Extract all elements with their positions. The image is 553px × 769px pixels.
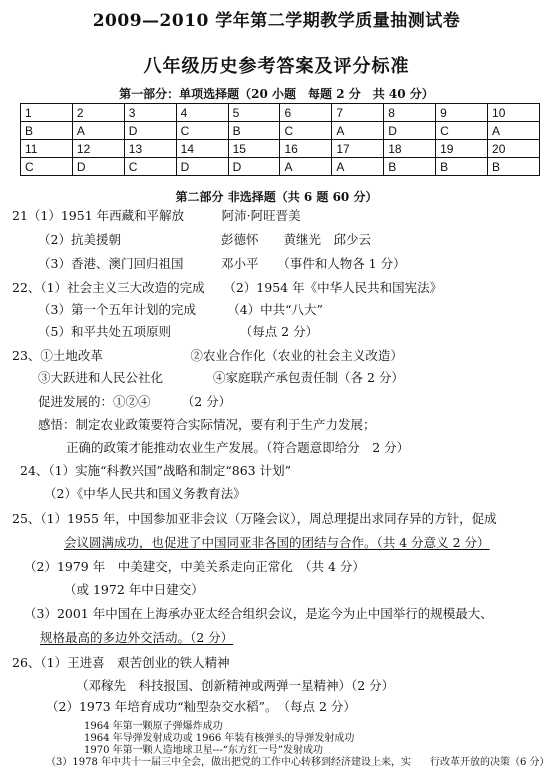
answer-line: 23、①土地改革 ②农业合作化（农业的社会主义改造）	[12, 348, 403, 363]
answer-table	[20, 103, 540, 176]
exam-title: 2009—2010 学年第二学期教学质量抽测试卷	[92, 11, 461, 31]
answer-letter-cell: D	[124, 122, 176, 140]
answer-letter-cell: B	[488, 158, 540, 176]
answer-line: 规格最高的多边外交活动。（2 分）	[40, 630, 234, 645]
answer-letter-cell: A	[488, 122, 540, 140]
question-number-cell: 12	[72, 140, 124, 158]
part2-heading: 第二部分 非选择题（共 6 题 60 分）	[175, 190, 378, 204]
answer-letter-cell: D	[72, 158, 124, 176]
answer-letter-cell: A	[332, 122, 384, 140]
question-number-cell: 2	[72, 104, 124, 122]
answer-letter-cell: A	[280, 158, 332, 176]
answer-letter-cell: B	[384, 158, 436, 176]
answer-line: 1964 年导弹发射成功或 1966 年装有核弹头的导弹发射成功	[84, 733, 355, 744]
answer-line: （3）2001 年中国在上海承办亚太经合组织会议，是迄今为止中国举行的规模最大、	[24, 606, 493, 621]
answer-line: （2）1979 年 中美建交，中美关系走向正常化 （共 4 分）	[24, 559, 365, 574]
question-number-cell: 4	[176, 104, 228, 122]
answer-line: （2）《中华人民共和国义务教育法》	[44, 486, 246, 501]
answer-line: 感悟：制定农业政策要符合实际情况，要有利于生产力发展；	[38, 417, 376, 432]
answer-letter-cell: C	[176, 122, 228, 140]
question-number-cell: 6	[280, 104, 332, 122]
answer-line: （或 1972 年中日建交）	[64, 582, 204, 597]
question-number-cell: 19	[436, 140, 488, 158]
answer-line: （3）香港、澳门回归祖国 邓小平 （事件和人物各 1 分）	[38, 256, 406, 271]
question-number-cell: 3	[124, 104, 176, 122]
question-number-cell: 20	[488, 140, 540, 158]
answer-line: （2）1973 年培育成功“籼型杂交水稻”。 （每点 2 分）	[46, 699, 356, 714]
answer-letter-cell: D	[384, 122, 436, 140]
answer-line: （5）和平共处五项原则 （每点 2 分）	[38, 324, 319, 339]
answer-line: 26、（1）王进喜 艰苦创业的铁人精神	[12, 655, 230, 670]
answer-letter-row	[21, 122, 540, 140]
answer-letter-cell: C	[436, 122, 488, 140]
question-number-cell: 11	[21, 140, 73, 158]
answer-letter-cell: A	[332, 158, 384, 176]
answer-line: 1970 年第一颗人造地球卫星---“东方红一号”发射成功	[84, 745, 323, 756]
answer-letter-cell: A	[72, 122, 124, 140]
answer-line: 21（1）1951 年西藏和平解放 阿沛·阿旺晋美	[12, 208, 301, 223]
question-number-cell: 18	[384, 140, 436, 158]
answer-letter-cell: B	[228, 122, 280, 140]
answer-line: （3）1978 年中共十一届三中全会，做出把党的工作中心转移到经济建设上来，实	[46, 757, 411, 768]
answer-line: （3）第一个五年计划的完成 （4）中共“八大”	[38, 302, 323, 317]
answer-line: （邓稼先 科技报国、创新精神或两弹一星精神）（2 分）	[76, 678, 395, 693]
question-number-cell: 14	[176, 140, 228, 158]
question-number-cell: 8	[384, 104, 436, 122]
answer-letter-cell: C	[21, 158, 73, 176]
answer-line: 会议圆满成功，也促进了中国同亚非各国的团结与合作。（共 4 分意义 2 分）	[64, 535, 490, 550]
answer-line: 22、（1）社会主义三大改造的完成 （2）1954 年《中华人民共和国宪法》	[12, 280, 443, 295]
answer-line: 24、（1）实施“科教兴国”战略和制定“863 计划”	[20, 463, 292, 478]
answer-letter-cell: D	[228, 158, 280, 176]
answer-key-title: 八年级历史参考答案及评分标准	[143, 56, 410, 77]
question-number-cell: 1	[21, 104, 73, 122]
question-number-cell: 15	[228, 140, 280, 158]
question-number-cell: 5	[228, 104, 280, 122]
question-number-row	[21, 104, 540, 122]
question-number-cell: 10	[488, 104, 540, 122]
answer-letter-cell: C	[124, 158, 176, 176]
part1-heading: 第一部分：单项选择题（20 小题 每题 2 分 共 40 分）	[119, 87, 434, 101]
question-number-cell: 17	[332, 140, 384, 158]
answer-line: 1964 年第一颗原子弹爆炸成功	[84, 721, 223, 732]
answer-line: ③大跃进和人民公社化 ④家庭联产承包责任制（各 2 分）	[38, 370, 404, 385]
question-number-cell: 13	[124, 140, 176, 158]
question-number-row	[21, 140, 540, 158]
question-number-cell: 16	[280, 140, 332, 158]
answer-letter-cell: B	[21, 122, 73, 140]
answer-line: 行改革开放的决策（6 分）	[430, 757, 550, 768]
answer-line: 25、（1）1955 年，中国参加亚非会议（万隆会议），周总理提出求同存异的方针，促成	[12, 511, 497, 526]
answer-line: 促进发展的：①②④ （2 分）	[38, 394, 232, 409]
answer-line: 正确的政策才能推动农业生产发展。（符合题意即给分 2 分）	[66, 440, 410, 455]
answer-letter-cell: C	[280, 122, 332, 140]
answer-letter-cell: B	[436, 158, 488, 176]
question-number-cell: 9	[436, 104, 488, 122]
answer-line: （2）抗美援朝 彭德怀 黄继光 邱少云	[38, 232, 371, 247]
answer-letter-row	[21, 158, 540, 176]
question-number-cell: 7	[332, 104, 384, 122]
answer-letter-cell: D	[176, 158, 228, 176]
